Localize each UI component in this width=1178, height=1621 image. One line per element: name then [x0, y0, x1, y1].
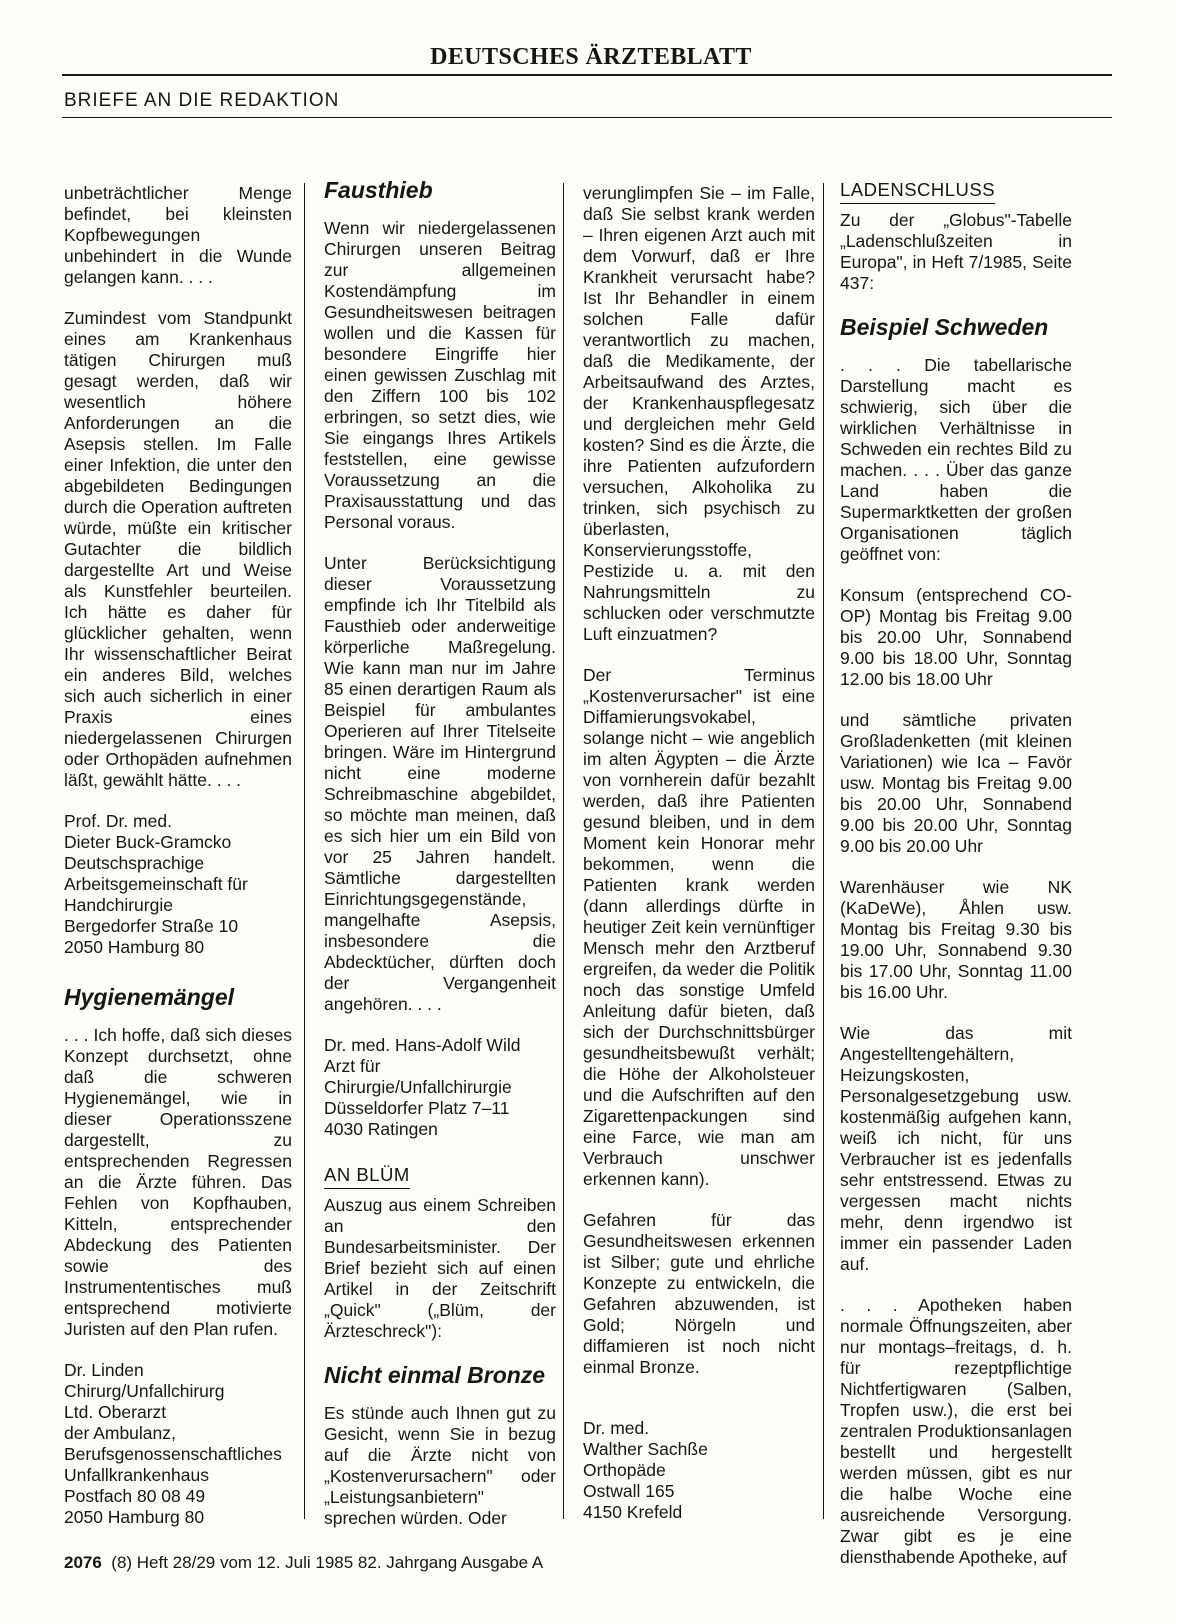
signature-line: Deutschsprachige Arbeitsgemeinschaft für — [64, 853, 248, 894]
signature-line: Unfallkrankenhaus — [64, 1465, 209, 1485]
signature-line: Dieter Buck-Gramcko — [64, 832, 232, 852]
letter-paragraph: . . . Ich hoffe, daß sich dieses Konzept durchsetzt, ohne daß die schweren Hygienemängel, wie in dieser Operationsszene dargestellt, zu entsprechenden Regressen an die Ärzte führen. Das Fehlen von Kopfhauben, Kitteln, entsprechender Abdeckung des Patienten sowie des Instrumententisches muß entsprechend motivierte Juristen auf den Plan rufen. — [64, 1025, 292, 1339]
letter-paragraph: verunglimpfen Sie – im Falle, daß Sie selbst krank werden – Ihren eigenen Arzt auch mit dem Vorwurf, daß er Ihre Krankheit verursacht habe? Ist Ihr Behandler in einem solchen Falle dafür verantwortlich zu machen, daß die Medikamente, der Arbeitsaufwand des Arztes, der Krankenhauspflegesatz und dergleichen mehr Geld kosten? Sind es die Ärzte, die ihre Patienten aufzufordern versuchen, Alkoholika zu trinken, sich psychisch zu überlasten, Konservierungsstoffe, Pestizide u. a. mit den Nahrungsmitteln zu schlucken oder verschmutzte Luft einzuatmen? — [583, 183, 815, 644]
signature-block — [64, 1360, 292, 1528]
section-kicker: AN BLÜM — [324, 1164, 410, 1189]
signature-line: Düsseldorfer Platz 7–11 — [324, 1098, 510, 1118]
letter-paragraph: und sämtliche privaten Großladenketten (mit kleinen Variationen) wie Ica – Favör usw. Montag bis Freitag 9.00 bis 20.00 Uhr, Sonnabend 9.00 bis 20.00 Uhr, Sonntag 9.00 bis 20.00 Uhr — [840, 710, 1072, 856]
signature-block — [324, 1035, 556, 1140]
letter-paragraph: Konsum (entsprechend CO-OP) Montag bis Freitag 9.00 bis 20.00 Uhr, Sonnabend 9.00 bis 18.00 Uhr, Sonntag 12.00 bis 18.00 Uhr — [840, 585, 1072, 689]
column-4 — [840, 179, 1072, 1588]
page-footer — [64, 1553, 543, 1573]
signature-block — [583, 1418, 815, 1523]
letter-headline: Hygienemängel — [64, 984, 234, 1010]
letter-headline: Nicht einmal Bronze — [324, 1362, 546, 1388]
letter-paragraph: Unter Berücksichtigung dieser Voraussetzung empfinde ich Ihr Titelbild als Fausthieb oder anderweitige körperliche Maßregelung. Wie kann man nur im Jahre 85 einen derartigen Raum als Beispiel für ambulantes Operieren auf Ihrer Titelseite bringen. Wäre im Hintergrund nicht eine moderne Schreibmaschine abgebildet, so möchte man meinen, daß es sich hier um ein Bild von vor 25 Jahren handelt. Sämtliche dargestellten Einrichtungsgegenstände, mangelhafte Asepsis, insbesondere die Abdecktücher, dürften doch der Vergangenheit angehören. . . . — [324, 553, 556, 1014]
letter-paragraph: . . . Apotheken haben normale Öffnungszeiten, aber nur montags–freitags, d. h. für rezeptpflichtige Nichtfertigwaren (Salben, Tropfen usw.), die erst bei zentralen Produktionsanlagen bestellt und hergestellt werden müssen, gibt es nur die halbe Woche eine ausreichende Versorgung. Zwar gibt es je eine diensthabende Apotheke, auf — [840, 1295, 1072, 1567]
letter-paragraph: Warenhäuser wie NK (KaDeWe), Åhlen usw. Montag bis Freitag 9.30 bis 19.00 Uhr, Sonnabend 9.30 bis 17.00 Uhr, Sonntag 11.00 bis 16.00 Uhr. — [840, 877, 1072, 1002]
issue-info: (8) Heft 28/29 vom 12. Juli 1985 82. Jahrgang Ausgabe A — [111, 1553, 544, 1572]
letter-headline: Fausthieb — [324, 177, 433, 203]
letter-paragraph: Wie das mit Angestelltengehältern, Heizungskosten, Personalgesetzgebung usw. kostenmäßig aufgehen kann, weiß ich nicht, für uns Verbraucher ist es jedenfalls sehr entstressend. Etwas zu vergessen macht nichts mehr, denn irgendwo ist immer ein passender Laden auf. — [840, 1023, 1072, 1274]
signature-block — [64, 811, 292, 958]
signature-line: Ostwall 165 — [583, 1481, 675, 1501]
signature-line: 4150 Krefeld — [583, 1502, 683, 1522]
signature-line: Chirurg/Unfallchirurg — [64, 1381, 225, 1401]
letter-paragraph: Der Terminus „Kostenverursacher" ist eine Diffamierungsvokabel, solange nicht – wie angeblich im alten Ägypten – die Ärzte von vornherein dafür bezahlt werden, daß ihre Patienten gesund bleiben, und in dem Moment kein Honorar mehr bekommen, wenn die Patienten krank werden (dann allerdings dürfte in heutiger Zeit kein vernünftiger Mensch mehr den Arztberuf ergreifen, da weder die Politik noch das sonstige Umfeld Anleitung dafür bieten, daß sich der Durchschnittsbürger gesundheitsbewußt verhält; die Höhe der Alkoholsteuer und die Aufschriften auf den Zigarettenpackungen sind eine Farce, wie man am Verbrauch unschwer erkennen kann). — [583, 665, 815, 1189]
signature-line: Bergedorfer Straße 10 — [64, 916, 239, 936]
column-1 — [64, 183, 292, 1548]
letter-paragraph: Zumindest vom Standpunkt eines am Krankenhaus tätigen Chirurgen muß gesagt werden, daß wir wesentlich höhere Anforderungen an die Asepsis stellen. Im Falle einer Infektion, die unter den abgebildeten Bedingungen durch die Operation auftreten würde, müßte ein kritischer Gutachter die bildlich dargestellte Art und Weise als Kunstfehler beurteilen. Ich hätte es daher für glücklicher gehalten, wenn Ihr wissenschaftlicher Beirat ein anderes Bild, welches sich auch sicherlich in einer Praxis eines niedergelassenen Chirurgen oder Orthopäden aufnehmen läßt, gewählt hätte. . . . — [64, 308, 292, 790]
letter-paragraph: Wenn wir niedergelassenen Chirurgen unseren Beitrag zur allgemeinen Kostendämpfung im Gesundheitswesen beitragen wollen und die Kassen für besondere Eingriffe hier einen gewissen Zuschlag mit den Ziffern 100 bis 102 erbringen, so setzt dies, wie Sie eingangs Ihres Artikels feststellen, eine gewisse Voraussetzung an die Praxisausstattung und das Personal voraus. — [324, 218, 556, 532]
letter-paragraph: . . . Die tabellarische Darstellung macht es schwierig, sich über die wirklichen Verhältnisse in Schweden ein rechtes Bild zu machen. . . . Über das ganze Land haben die Supermarktketten der großen Organisationen täglich geöffnet von: — [840, 355, 1072, 564]
letter-intro: Auszug aus einem Schreiben an den Bundesarbeitsminister. Der Brief bezieht sich auf einen Artikel in der Zeitschrift „Quick" („Blüm, der Ärzteschreck"): — [324, 1195, 556, 1341]
letter-intro: Zu der „Globus"-Tabelle „Ladenschlußzeiten in Europa", in Heft 7/1985, Seite 437: — [840, 210, 1072, 293]
letter-headline: Beispiel Schweden — [840, 314, 1049, 340]
signature-line: Dr. med. Hans-Adolf Wild — [324, 1035, 521, 1055]
letter-paragraph: Gefahren für das Gesundheitswesen erkennen ist Silber; gute und ehrliche Konzepte zu entwickeln, die Gefahren abzuwenden, ist Gold; Nörgeln und diffamieren ist noch nicht einmal Bronze. — [583, 1210, 815, 1377]
section-rule — [62, 117, 1112, 118]
column-divider — [823, 183, 824, 1519]
signature-line: Walther Sachße — [583, 1439, 708, 1459]
signature-line: Postfach 80 08 49 — [64, 1486, 206, 1506]
signature-line: Handchirurgie — [64, 895, 173, 915]
signature-line: Orthopäde — [583, 1460, 666, 1480]
column-divider — [563, 183, 564, 1519]
signature-line: 2050 Hamburg 80 — [64, 1507, 205, 1527]
signature-line: 4030 Ratingen — [324, 1119, 438, 1139]
header-rule — [62, 74, 1112, 76]
column-divider — [304, 183, 305, 1519]
section-kicker: LADENSCHLUSS — [840, 179, 995, 204]
page-number: 2076 — [64, 1553, 102, 1572]
signature-line: 2050 Hamburg 80 — [64, 937, 205, 957]
signature-line: Dr. Linden — [64, 1360, 144, 1380]
signature-line: Prof. Dr. med. — [64, 811, 172, 831]
letter-paragraph: Es stünde auch Ihnen gut zu Gesicht, wenn Sie in bezug auf die Ärzte nicht von „Kostenverursachern" oder „Leistungsanbietern" sprechen würden. Oder — [324, 1403, 556, 1528]
section-title: BRIEFE AN DIE REDAKTION — [64, 90, 340, 111]
letter-paragraph: unbeträchtlicher Menge befindet, bei kleinsten Kopfbewegungen unbehindert in die Wunde gelangen kann. . . . — [64, 183, 292, 287]
column-3 — [583, 183, 815, 1543]
signature-line: Arzt für Chirurgie/Unfallchirurgie — [324, 1056, 512, 1097]
signature-line: Dr. med. — [583, 1418, 650, 1438]
signature-line: der Ambulanz, Berufsgenossenschaftliches — [64, 1423, 282, 1464]
signature-line: Ltd. Oberarzt — [64, 1402, 167, 1422]
column-2 — [324, 177, 556, 1549]
masthead: DEUTSCHES ÄRZTEBLATT — [430, 44, 752, 70]
